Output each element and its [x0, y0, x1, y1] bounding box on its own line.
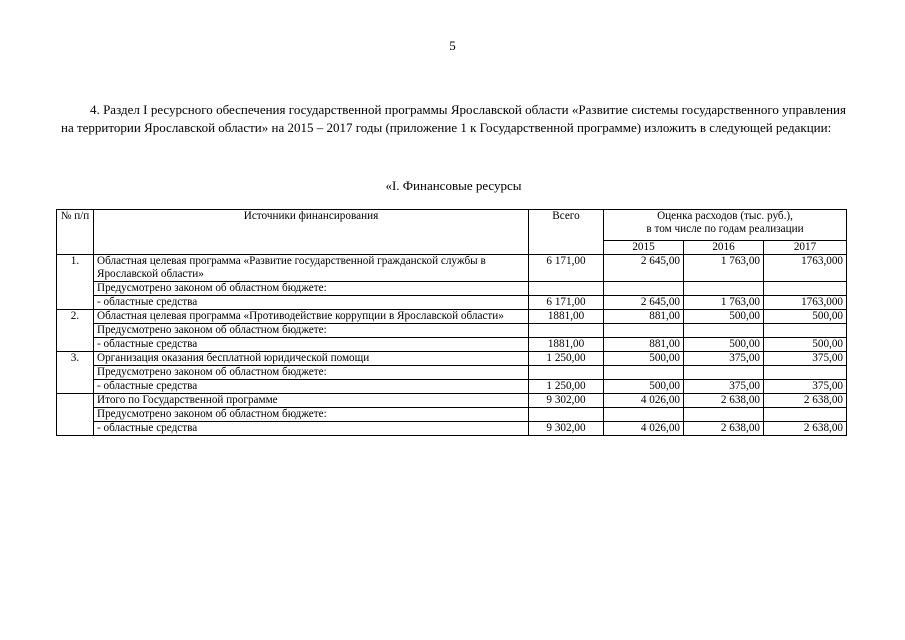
row-funds-label: - областные средства	[94, 422, 529, 436]
table-row	[57, 255, 847, 282]
header-source: Источники финансирования	[94, 210, 529, 255]
row-funds-value: 4 026,00	[604, 422, 684, 436]
row-title-value: 2 645,00	[604, 255, 684, 282]
row-number: 1.	[57, 255, 94, 310]
row-title: Организация оказания бесплатной юридической помощи	[94, 352, 529, 366]
row-funds-value: 1 250,00	[529, 380, 604, 394]
row-title-value: 2 638,00	[684, 394, 764, 408]
row-provided-empty	[529, 408, 604, 422]
row-number	[57, 394, 94, 436]
row-title: Итого по Государственной программе	[94, 394, 529, 408]
row-funds-value: 375,00	[764, 380, 847, 394]
financial-resources-table	[56, 209, 847, 436]
row-title-value: 4 026,00	[604, 394, 684, 408]
row-provided-empty	[604, 282, 684, 296]
row-title-value: 1 250,00	[529, 352, 604, 366]
row-title-value: 1881,00	[529, 310, 604, 324]
table-row	[57, 324, 847, 338]
row-title-value: 500,00	[764, 310, 847, 324]
row-provided-empty	[604, 366, 684, 380]
row-title-value: 9 302,00	[529, 394, 604, 408]
row-provided-label: Предусмотрено законом об областном бюджете:	[94, 324, 529, 338]
table-row	[57, 380, 847, 394]
section-title: «I. Финансовые ресурсы	[385, 178, 522, 193]
row-funds-label: - областные средства	[94, 380, 529, 394]
row-title-value: 500,00	[604, 352, 684, 366]
row-funds-value: 6 171,00	[529, 296, 604, 310]
row-title-value: 375,00	[764, 352, 847, 366]
row-title-value: 6 171,00	[529, 255, 604, 282]
row-title: Областная целевая программа «Развитие государственной гражданской службы в Ярославской области»	[94, 255, 529, 282]
row-provided-empty	[684, 282, 764, 296]
row-title-value: 375,00	[684, 352, 764, 366]
row-provided-empty	[529, 282, 604, 296]
header-year-2015: 2015	[604, 241, 684, 255]
row-provided-empty	[684, 324, 764, 338]
row-funds-label: - областные средства	[94, 296, 529, 310]
header-total: Всего	[529, 210, 604, 255]
row-title-value: 2 638,00	[764, 394, 847, 408]
table-row	[57, 310, 847, 324]
row-provided-empty	[764, 282, 847, 296]
row-title-value: 1763,000	[764, 255, 847, 282]
row-funds-value: 500,00	[604, 380, 684, 394]
table-row	[57, 366, 847, 380]
row-provided-label: Предусмотрено законом об областном бюджете:	[94, 366, 529, 380]
header-estimate	[604, 210, 847, 241]
row-funds-value: 2 638,00	[764, 422, 847, 436]
row-provided-empty	[764, 408, 847, 422]
table-header-row	[57, 210, 847, 241]
header-estimate-line2: в том числе по годам реализации	[646, 223, 804, 235]
row-funds-value: 2 638,00	[684, 422, 764, 436]
row-number: 3.	[57, 352, 94, 394]
table-row	[57, 352, 847, 366]
row-provided-empty	[529, 324, 604, 338]
row-provided-label: Предусмотрено законом об областном бюджете:	[94, 408, 529, 422]
row-funds-label: - областные средства	[94, 338, 529, 352]
row-funds-value: 1 763,00	[684, 296, 764, 310]
row-title-value: 500,00	[684, 310, 764, 324]
row-title: Областная целевая программа «Противодействие коррупции в Ярославской области»	[94, 310, 529, 324]
amendment-paragraph: 4. Раздел I ресурсного обеспечения государственной программы Ярославской области «Развитие системы государственного управления на территории Ярославской области» на 2015 – 2017 годы (приложение 1 к Государственной программе) изложить в следующей редакции:	[61, 102, 846, 135]
row-provided-empty	[684, 366, 764, 380]
row-funds-value: 500,00	[684, 338, 764, 352]
table-row	[57, 422, 847, 436]
row-title-value: 881,00	[604, 310, 684, 324]
row-funds-value: 9 302,00	[529, 422, 604, 436]
table-row	[57, 296, 847, 310]
table-row	[57, 394, 847, 408]
row-provided-empty	[764, 324, 847, 338]
row-provided-empty	[684, 408, 764, 422]
row-funds-value: 1763,000	[764, 296, 847, 310]
row-funds-value: 2 645,00	[604, 296, 684, 310]
table-row	[57, 408, 847, 422]
row-provided-label: Предусмотрено законом об областном бюджете:	[94, 282, 529, 296]
row-title-value: 1 763,00	[684, 255, 764, 282]
page-number: 5	[449, 38, 456, 53]
row-provided-empty	[604, 324, 684, 338]
header-year-2016: 2016	[684, 241, 764, 255]
row-provided-empty	[604, 408, 684, 422]
row-funds-value: 500,00	[764, 338, 847, 352]
table-row	[57, 282, 847, 296]
row-provided-empty	[764, 366, 847, 380]
header-year-2017: 2017	[764, 241, 847, 255]
header-estimate-line1: Оценка расходов (тыс. руб.),	[657, 210, 793, 222]
row-provided-empty	[529, 366, 604, 380]
row-funds-value: 881,00	[604, 338, 684, 352]
table-row	[57, 338, 847, 352]
row-funds-value: 375,00	[684, 380, 764, 394]
row-number: 2.	[57, 310, 94, 352]
header-num: № п/п	[57, 210, 94, 255]
row-funds-value: 1881,00	[529, 338, 604, 352]
